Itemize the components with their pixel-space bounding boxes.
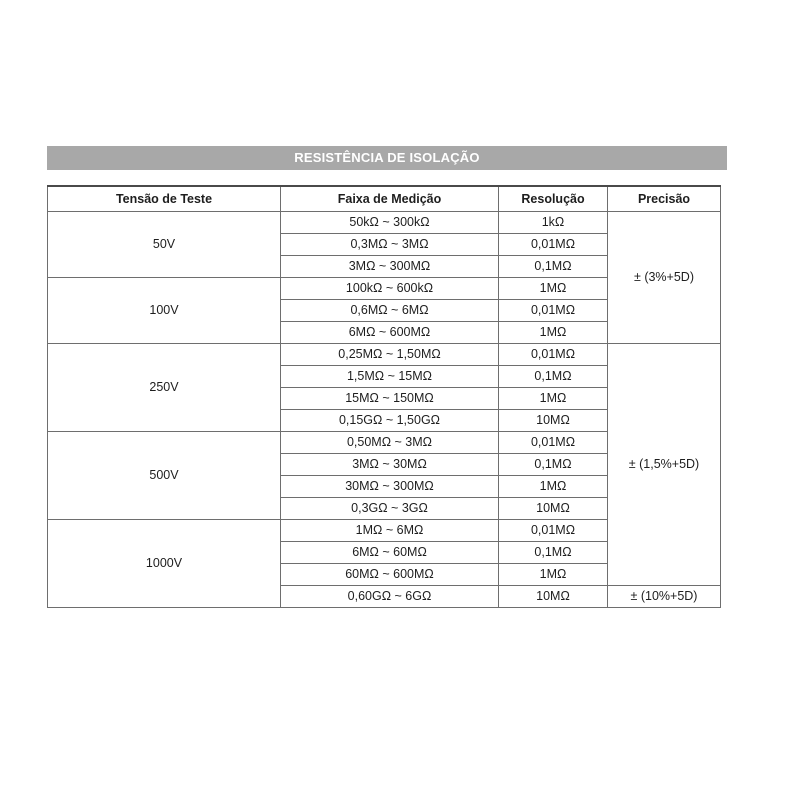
precision-cell: ± (3%+5D) <box>608 212 721 344</box>
range-cell: 0,3MΩ ~ 3MΩ <box>281 234 499 256</box>
resolution-cell: 0,01MΩ <box>499 234 608 256</box>
header-range: Faixa de Medição <box>281 186 499 212</box>
table-row <box>48 344 721 366</box>
range-cell: 3MΩ ~ 30MΩ <box>281 454 499 476</box>
range-cell: 1MΩ ~ 6MΩ <box>281 520 499 542</box>
range-cell: 60MΩ ~ 600MΩ <box>281 564 499 586</box>
resolution-cell: 0,1MΩ <box>499 366 608 388</box>
resolution-cell: 1MΩ <box>499 278 608 300</box>
resolution-cell: 10MΩ <box>499 410 608 432</box>
range-cell: 30MΩ ~ 300MΩ <box>281 476 499 498</box>
voltage-cell: 250V <box>48 344 281 432</box>
header-voltage: Tensão de Teste <box>48 186 281 212</box>
range-cell: 0,6MΩ ~ 6MΩ <box>281 300 499 322</box>
header-precision: Precisão <box>608 186 721 212</box>
range-cell: 1,5MΩ ~ 15MΩ <box>281 366 499 388</box>
range-cell: 0,15GΩ ~ 1,50GΩ <box>281 410 499 432</box>
resolution-cell: 1MΩ <box>499 476 608 498</box>
resolution-cell: 0,1MΩ <box>499 542 608 564</box>
precision-cell: ± (10%+5D) <box>608 586 721 608</box>
range-cell: 0,60GΩ ~ 6GΩ <box>281 586 499 608</box>
resolution-cell: 0,1MΩ <box>499 454 608 476</box>
resolution-cell: 0,01MΩ <box>499 344 608 366</box>
range-cell: 100kΩ ~ 600kΩ <box>281 278 499 300</box>
voltage-cell: 100V <box>48 278 281 344</box>
resolution-cell: 1MΩ <box>499 564 608 586</box>
resolution-cell: 0,01MΩ <box>499 520 608 542</box>
range-cell: 6MΩ ~ 60MΩ <box>281 542 499 564</box>
range-cell: 6MΩ ~ 600MΩ <box>281 322 499 344</box>
resolution-cell: 10MΩ <box>499 586 608 608</box>
range-cell: 0,3GΩ ~ 3GΩ <box>281 498 499 520</box>
resolution-cell: 1MΩ <box>499 388 608 410</box>
range-cell: 0,50MΩ ~ 3MΩ <box>281 432 499 454</box>
resolution-cell: 1kΩ <box>499 212 608 234</box>
table-row <box>48 212 721 234</box>
range-cell: 50kΩ ~ 300kΩ <box>281 212 499 234</box>
table-title: RESISTÊNCIA DE ISOLAÇÃO <box>47 146 727 170</box>
header-resolution: Resolução <box>499 186 608 212</box>
range-cell: 0,25MΩ ~ 1,50MΩ <box>281 344 499 366</box>
precision-cell: ± (1,5%+5D) <box>608 344 721 586</box>
range-cell: 15MΩ ~ 150MΩ <box>281 388 499 410</box>
resolution-cell: 0,1MΩ <box>499 256 608 278</box>
voltage-cell: 1000V <box>48 520 281 608</box>
header-row <box>48 186 721 212</box>
range-cell: 3MΩ ~ 300MΩ <box>281 256 499 278</box>
voltage-cell: 50V <box>48 212 281 278</box>
resolution-cell: 1MΩ <box>499 322 608 344</box>
insulation-resistance-table <box>47 185 721 608</box>
resolution-cell: 10MΩ <box>499 498 608 520</box>
voltage-cell: 500V <box>48 432 281 520</box>
resolution-cell: 0,01MΩ <box>499 300 608 322</box>
resolution-cell: 0,01MΩ <box>499 432 608 454</box>
